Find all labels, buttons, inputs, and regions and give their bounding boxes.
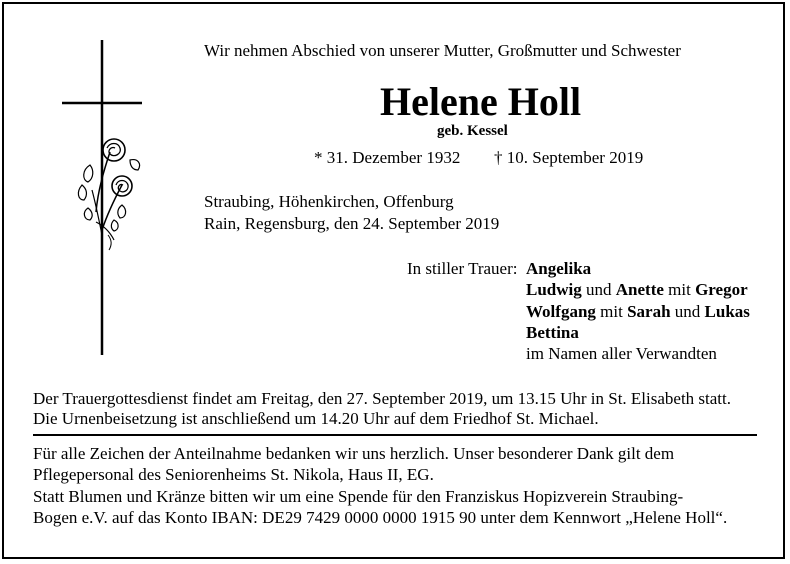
places-line-2: Rain, Regensburg, den 24. September 2019	[204, 214, 500, 233]
intro-text: Wir nehmen Abschied von unserer Mutter, Großmutter und Schwester	[204, 41, 681, 60]
thanks-line-2: Pflegepersonal des Seniorenheims St. Nikola, Haus II, EG.	[33, 465, 434, 484]
connector-text: mit	[600, 302, 623, 321]
maiden-name: geb. Kessel	[437, 123, 508, 139]
mourner-name: Lukas	[704, 302, 750, 321]
mourner-name: Anette	[615, 280, 664, 299]
mourners-line-2	[526, 280, 748, 300]
mourners-label: In stiller Trauer:	[407, 259, 518, 278]
mourner-name: Ludwig	[526, 280, 582, 299]
thanks-line-1: Für alle Zeichen der Anteilnahme bedanken wir uns herzlich. Unser besonderer Dank gilt dem	[33, 444, 675, 463]
deceased-name: Helene Holl	[380, 79, 582, 124]
thanks-line-4: Bogen e.V. auf das Konto IBAN: DE29 7429 0000 0000 1915 90 unter dem Kennwort „Helene Holl“.	[33, 508, 728, 527]
connector-text: und	[674, 302, 701, 321]
birth-date: * 31. Dezember 1932	[314, 148, 461, 167]
death-date: † 10. September 2019	[494, 148, 644, 167]
divider-line	[33, 434, 757, 436]
connector-text: und	[586, 280, 612, 299]
mourner-bettina: Bettina	[526, 323, 579, 342]
service-line-1: Der Trauergottesdienst findet am Freitag, den 27. September 2019, um 13.15 Uhr in St. Elisabeth statt.	[33, 389, 732, 408]
thanks-line-3: Statt Blumen und Kränze bitten wir um eine Spende für den Franziskus Hopizverein Straubing-	[33, 487, 684, 506]
mourners-line-3	[526, 302, 750, 322]
mourner-name: Gregor	[695, 280, 748, 299]
cross-with-roses-icon	[52, 40, 152, 358]
mourner-angelika: Angelika	[526, 259, 592, 278]
mourner-name: Wolfgang	[526, 302, 596, 321]
places-line-1: Straubing, Höhenkirchen, Offenburg	[204, 192, 454, 211]
mourners-closing: im Namen aller Verwandten	[526, 344, 717, 363]
service-line-2: Die Urnenbeisetzung ist anschließend um 14.20 Uhr auf dem Friedhof St. Michael.	[33, 409, 599, 428]
connector-text: mit	[668, 280, 691, 299]
mourner-name: Sarah	[627, 302, 671, 321]
